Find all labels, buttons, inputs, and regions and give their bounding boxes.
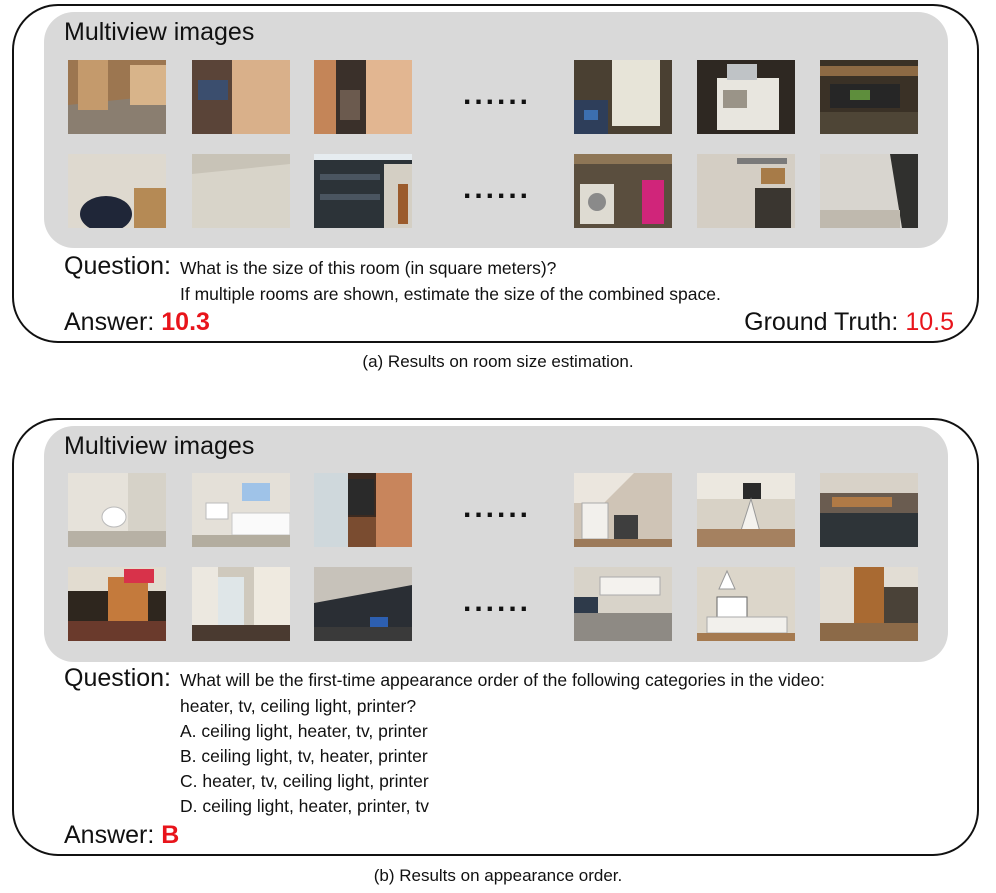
multiview-image: [68, 473, 166, 547]
multiview-image: [697, 473, 795, 547]
multiview-image: [314, 473, 412, 547]
multiview-image: [820, 567, 918, 641]
multiview-image: [68, 154, 166, 228]
multiview-images-box-a: [44, 12, 948, 248]
multiview-image: [192, 60, 290, 134]
multiview-image: [697, 567, 795, 641]
multiview-images-box-b: [44, 426, 948, 662]
answer-label-a: Answer:: [64, 308, 155, 336]
caption-a: (a) Results on room size estimation.: [362, 352, 634, 371]
multiview-image: [68, 60, 166, 134]
multiview-title-a: Multiview images: [64, 18, 255, 46]
multiview-image: [697, 154, 795, 228]
answer-value-a: 10.3: [161, 308, 210, 336]
answer-a: [64, 308, 210, 337]
question-text-a-line2: If multiple rooms are shown, estimate the size of the combined space.: [180, 284, 721, 304]
ellipsis-row2-a: ......: [463, 172, 532, 205]
answer-b: [64, 821, 179, 850]
option-d: D. ceiling light, heater, printer, tv: [180, 796, 430, 816]
multiview-image: [192, 567, 290, 641]
multiview-title-b: Multiview images: [64, 432, 255, 460]
multiview-image: [314, 154, 412, 228]
option-b: B. ceiling light, tv, heater, printer: [180, 746, 428, 766]
ground-truth-value: 10.5: [905, 308, 954, 336]
multiview-image: [192, 154, 290, 228]
multiview-image: [574, 473, 672, 547]
answer-label-b: Answer:: [64, 821, 155, 849]
multiview-image: [574, 567, 672, 641]
multiview-image: [820, 473, 918, 547]
multiview-image: [574, 60, 672, 134]
ground-truth-a: [744, 308, 954, 337]
ellipsis-row1-a: ......: [463, 78, 532, 111]
multiview-image: [820, 154, 918, 228]
question-text-a-line1: What is the size of this room (in square meters)?: [180, 258, 557, 278]
ellipsis-row1-b: ......: [463, 491, 532, 524]
question-label-a: Question:: [64, 252, 172, 280]
multiview-image: [314, 60, 412, 134]
option-a: A. ceiling light, heater, tv, printer: [180, 721, 428, 741]
question-label-b: Question:: [64, 664, 172, 692]
answer-value-b: B: [161, 821, 180, 849]
multiview-image: [820, 60, 918, 134]
question-text-b-line2: heater, tv, ceiling light, printer?: [180, 696, 417, 716]
multiview-image: [574, 154, 672, 228]
caption-b: (b) Results on appearance order.: [373, 866, 623, 885]
multiview-image: [192, 473, 290, 547]
multiview-image: [314, 567, 412, 641]
ground-truth-label: Ground Truth:: [744, 308, 899, 336]
multiview-image: [697, 60, 795, 134]
multiview-image: [68, 567, 166, 641]
ellipsis-row2-b: ......: [463, 585, 532, 618]
option-c: C. heater, tv, ceiling light, printer: [180, 771, 429, 791]
question-text-b-line1: What will be the first-time appearance order of the following categories in the video:: [180, 670, 825, 690]
